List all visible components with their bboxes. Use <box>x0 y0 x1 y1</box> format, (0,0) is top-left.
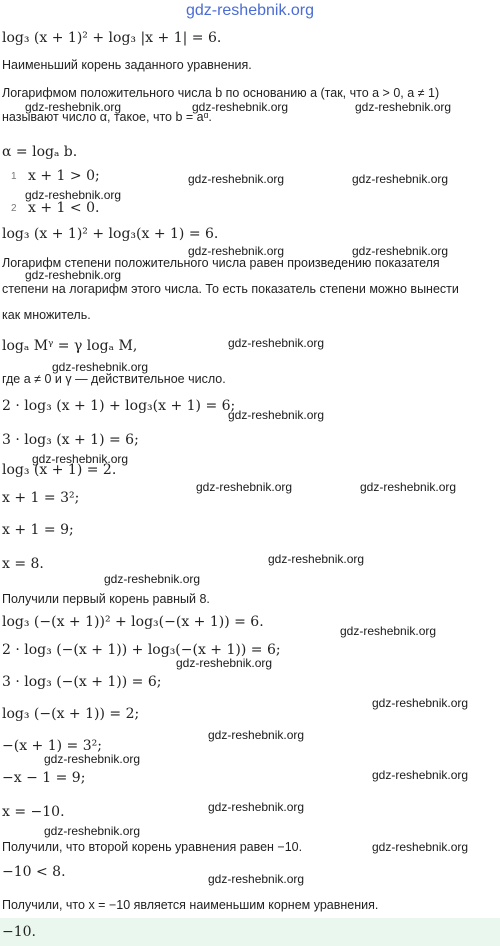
solution-line: α = logₐ b. <box>2 144 78 160</box>
watermark: gdz-reshebnik.org <box>188 172 285 186</box>
watermark: gdz-reshebnik.org <box>372 768 469 782</box>
solution-line: x + 1 > 0; <box>28 168 100 184</box>
solution-line: Наименьший корень заданного уравнения. <box>2 58 252 72</box>
watermark: gdz-reshebnik.org <box>44 752 141 766</box>
watermark: gdz-reshebnik.org <box>44 824 141 838</box>
system-item-number: 2 <box>11 203 17 214</box>
solution-line: −(x + 1) = 3²; <box>2 738 102 754</box>
watermark: gdz-reshebnik.org <box>25 268 122 282</box>
solution-line: Получили, что x = −10 является наименьшим корнем уравнения. <box>2 898 379 912</box>
watermark: gdz-reshebnik.org <box>352 244 449 258</box>
site-watermark-top: gdz-reshebnik.org <box>185 2 315 19</box>
solution-line: степени на логарифм этого числа. То есть показатель степени можно вынести <box>2 282 459 296</box>
watermark: gdz-reshebnik.org <box>360 480 457 494</box>
answer-text: −10. <box>2 924 36 940</box>
solution-line: log₃ (−(x + 1))² + log₃(−(x + 1)) = 6. <box>2 614 264 630</box>
solution-line: Логарифм степени положительного числа равен произведению показателя <box>2 256 440 270</box>
solution-line: −10 < 8. <box>2 864 66 880</box>
solution-line: logₐ Mᵞ = γ logₐ M, <box>2 338 138 354</box>
watermark: gdz-reshebnik.org <box>32 452 129 466</box>
solution-line: 2 · log₃ (−(x + 1)) + log₃(−(x + 1)) = 6; <box>2 642 281 658</box>
solution-line: log₃ (x + 1) = 2. <box>2 462 117 478</box>
solution-line: Получили, что второй корень уравнения равен −10. <box>2 840 303 854</box>
watermark: gdz-reshebnik.org <box>52 360 149 374</box>
watermark: gdz-reshebnik.org <box>355 100 452 114</box>
solution-line: −x − 1 = 9; <box>2 770 86 786</box>
solution-line: log₃ (x + 1)² + log₃(x + 1) = 6. <box>2 226 219 242</box>
watermark: gdz-reshebnik.org <box>352 172 449 186</box>
watermark: gdz-reshebnik.org <box>176 656 273 670</box>
watermark: gdz-reshebnik.org <box>25 188 122 202</box>
watermark: gdz-reshebnik.org <box>228 336 325 350</box>
watermark: gdz-reshebnik.org <box>340 624 437 638</box>
watermark: gdz-reshebnik.org <box>196 480 293 494</box>
watermark: gdz-reshebnik.org <box>372 840 469 854</box>
solution-line: x = 8. <box>2 556 44 572</box>
watermark: gdz-reshebnik.org <box>25 100 122 114</box>
watermark: gdz-reshebnik.org <box>104 572 201 586</box>
solution-line: x + 1 = 9; <box>2 522 74 538</box>
solution-line: Получили первый корень равный 8. <box>2 592 210 606</box>
solution-line: называют число α, такое, что b = aᵅ. <box>2 110 212 124</box>
solution-line: x + 1 < 0. <box>28 200 100 216</box>
watermark: gdz-reshebnik.org <box>188 244 285 258</box>
watermark: gdz-reshebnik.org <box>208 728 305 742</box>
watermark: gdz-reshebnik.org <box>228 408 325 422</box>
watermark: gdz-reshebnik.org <box>372 696 469 710</box>
answer-box <box>0 918 500 946</box>
solution-line: как множитель. <box>2 308 91 322</box>
solution-line: где a ≠ 0 и γ — действительное число. <box>2 372 226 386</box>
solution-line: Логарифмом положительного числа b по основанию a (так, что a > 0, a ≠ 1) <box>2 86 440 100</box>
watermark: gdz-reshebnik.org <box>268 552 365 566</box>
solution-line: log₃ (x + 1)² + log₃ |x + 1| = 6. <box>2 30 222 46</box>
watermark: gdz-reshebnik.org <box>208 872 305 886</box>
solution-line: log₃ (−(x + 1)) = 2; <box>2 706 140 722</box>
solution-line: 2 · log₃ (x + 1) + log₃(x + 1) = 6; <box>2 398 236 414</box>
system-item-number: 1 <box>11 171 17 182</box>
solution-line: x = −10. <box>2 804 65 820</box>
watermark: gdz-reshebnik.org <box>208 800 305 814</box>
solution-line: 3 · log₃ (−(x + 1)) = 6; <box>2 674 162 690</box>
solution-line: 3 · log₃ (x + 1) = 6; <box>2 432 139 448</box>
watermark: gdz-reshebnik.org <box>192 100 289 114</box>
solution-line: x + 1 = 3²; <box>2 490 80 506</box>
